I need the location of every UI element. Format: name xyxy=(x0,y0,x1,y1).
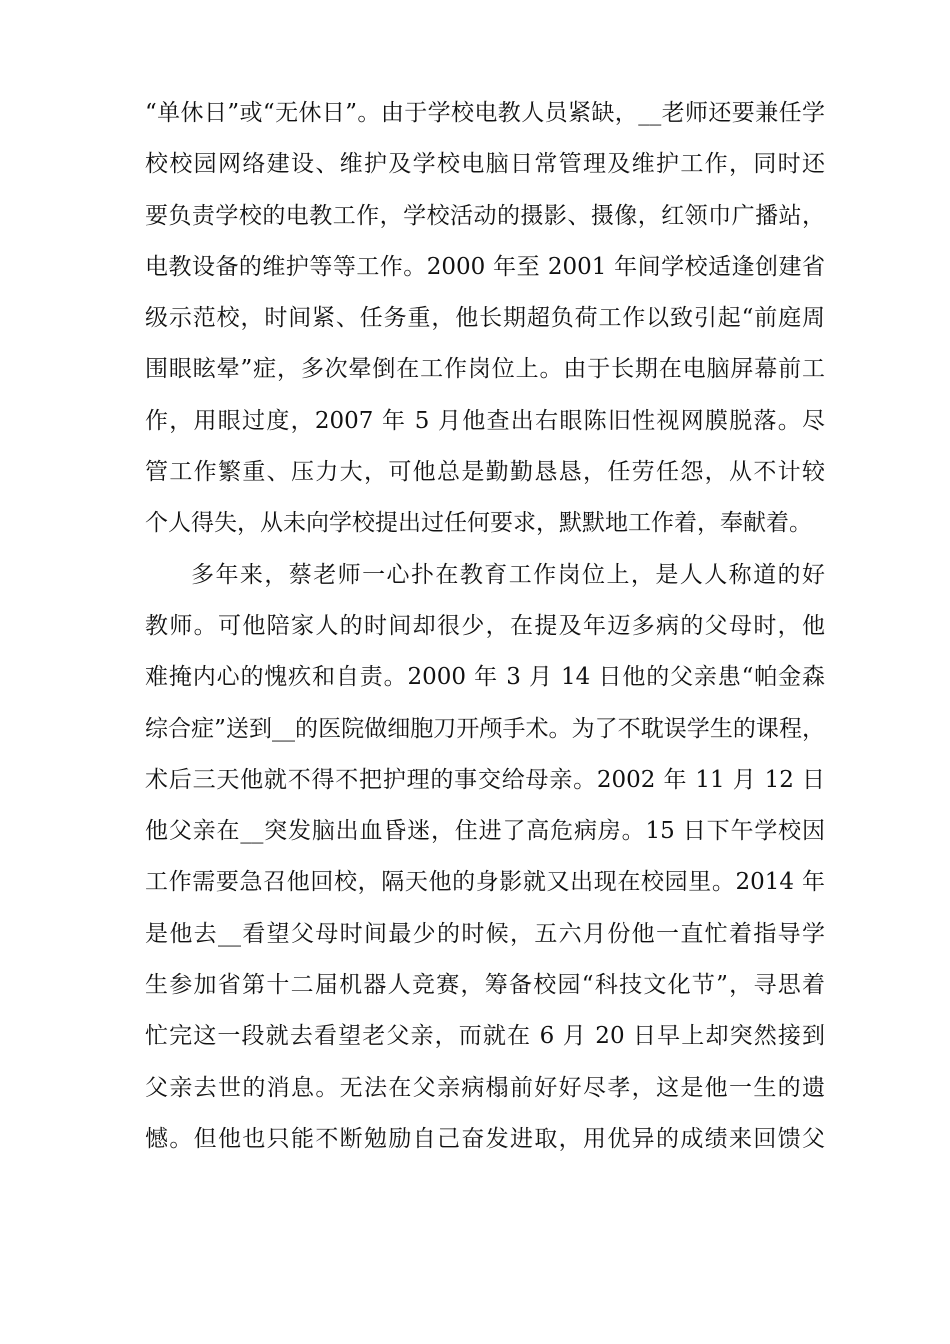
text-line: 电教设备的维护等等工作。2000 年至 2001 年间学校适逢创建省 xyxy=(145,253,825,280)
text-line: 教师。可他陪家人的时间却很少，在提及年迈多病的父母时，他 xyxy=(145,612,825,639)
paragraph-first-line: 多年来，蔡老师一心扑在教育工作岗位上，是人人称道的好 xyxy=(191,561,825,588)
text-line: 工作需要急召他回校，隔天他的身影就又出现在校园里。2014 年 xyxy=(145,869,825,896)
text-line: 综合症”送到__的医院做细胞刀开颅手术。为了不耽误学生的课程， xyxy=(145,715,825,742)
text-line: 作，用眼过度，2007 年 5 月他查出右眼陈旧性视网膜脱落。尽 xyxy=(145,407,825,434)
paragraph-end-line: 个人得失，从未向学校提出过任何要求，默默地工作着，奉献着。 xyxy=(145,510,812,537)
text-line: “单休日”或“无休日”。由于学校电教人员紧缺，__老师还要兼任学 xyxy=(145,100,825,126)
text-line: 术后三天他就不得不把护理的事交给母亲。2002 年 11 月 12 日 xyxy=(145,766,825,793)
text-line: 要负责学校的电教工作，学校活动的摄影、摄像，红领巾广播站， xyxy=(145,202,825,229)
text-line: 父亲去世的消息。无法在父亲病榻前好好尽孝，这是他一生的遗 xyxy=(145,1074,825,1101)
text-line: 难掩内心的愧疚和自责。2000 年 3 月 14 日他的父亲患“帕金森 xyxy=(145,664,825,691)
text-line: 级示范校，时间紧、任务重，他长期超负荷工作以致引起“前庭周 xyxy=(145,305,825,332)
text-line: 他父亲在__突发脑出血昏迷，住进了高危病房。15 日下午学校因 xyxy=(145,818,825,845)
text-line: 校校园网络建设、维护及学校电脑日常管理及维护工作，同时还 xyxy=(145,151,825,178)
text-line: 憾。但他也只能不断勉励自己奋发进取，用优异的成绩来回馈父 xyxy=(145,1125,825,1152)
text-line: 忙完这一段就去看望老父亲，而就在 6 月 20 日早上却突然接到 xyxy=(145,1023,825,1050)
text-line: 生参加省第十二届机器人竞赛，筹备校园“科技文化节”，寻思着 xyxy=(145,972,825,999)
body-text xyxy=(145,88,825,1165)
text-line: 围眼眩晕”症，多次晕倒在工作岗位上。由于长期在电脑屏幕前工 xyxy=(145,356,825,383)
text-line: 是他去__看望父母时间最少的时候，五六月份他一直忙着指导学 xyxy=(145,920,825,947)
text-line: 管工作繁重、压力大，可他总是勤勤恳恳，任劳任怨，从不计较 xyxy=(145,459,825,486)
